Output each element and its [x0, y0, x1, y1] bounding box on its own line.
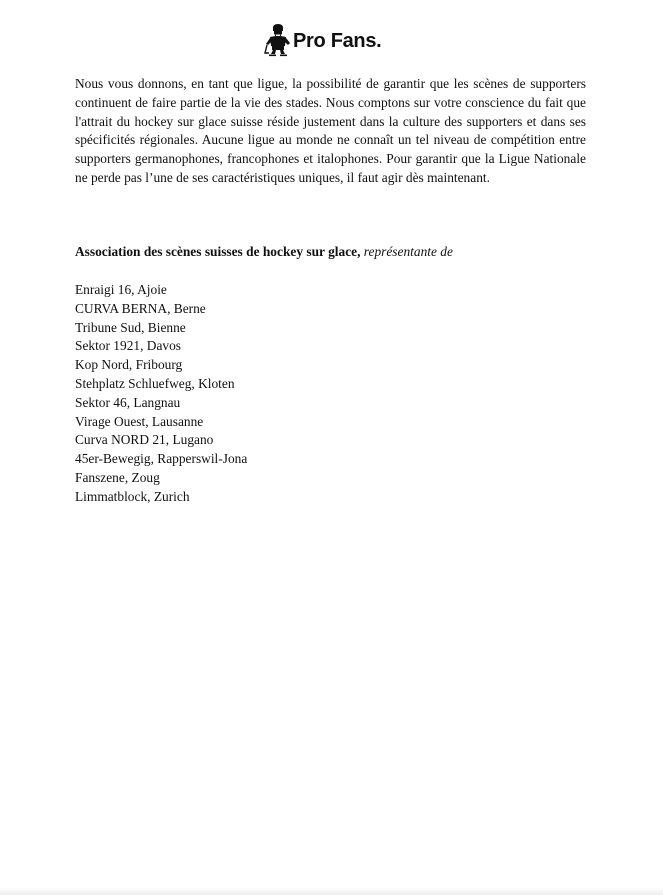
list-item: CURVA BERNA, Berne — [75, 300, 206, 316]
list-item: Limmatblock, Zurich — [75, 488, 190, 504]
list-item: Stehplatz Schluefweg, Kloten — [75, 375, 235, 391]
fan-scene-list — [75, 281, 247, 507]
association-role: représentante de — [363, 244, 453, 259]
hockey-player-icon — [264, 23, 292, 57]
page-bottom-edge — [0, 887, 663, 895]
list-item: Curva NORD 21, Lugano — [75, 432, 214, 448]
intro-paragraph: Nous vous donnons, en tant que ligue, la possibilité de garantir que les scènes de supporters continuent de faire partie de la vie des stades. Nous comptons sur votre conscience du fait que l'attrait du hockey sur glace suisse réside justement dans la culture des supporters et dans ses spécificités régionales. Aucune ligue au monde ne connaît un tel niveau de compétition entre supporters germanophones, francophones et italophones. Pour garantir que la Ligue Nationale ne perde pas l’une de ses caractéristiques uniques, il faut agir dès maintenant. — [75, 76, 586, 185]
list-item: Tribune Sud, Bienne — [75, 319, 186, 335]
association-name: Association des scènes suisses de hockey sur glace, — [75, 244, 361, 259]
list-item: Fanszene, Zoug — [75, 469, 160, 485]
list-item: Kop Nord, Fribourg — [75, 357, 183, 373]
logo-text: Pro Fans. — [293, 30, 382, 52]
list-item: Sektor 1921, Davos — [75, 338, 182, 354]
list-item: Virage Ouest, Lausanne — [75, 413, 204, 429]
pro-fans-logo — [264, 22, 381, 58]
list-item: Sektor 46, Langnau — [75, 394, 181, 410]
list-item: 45er-Bewegig, Rapperswil-Jona — [75, 451, 248, 467]
list-item: Enraigi 16, Ajoie — [75, 282, 167, 297]
association-line — [75, 243, 595, 262]
